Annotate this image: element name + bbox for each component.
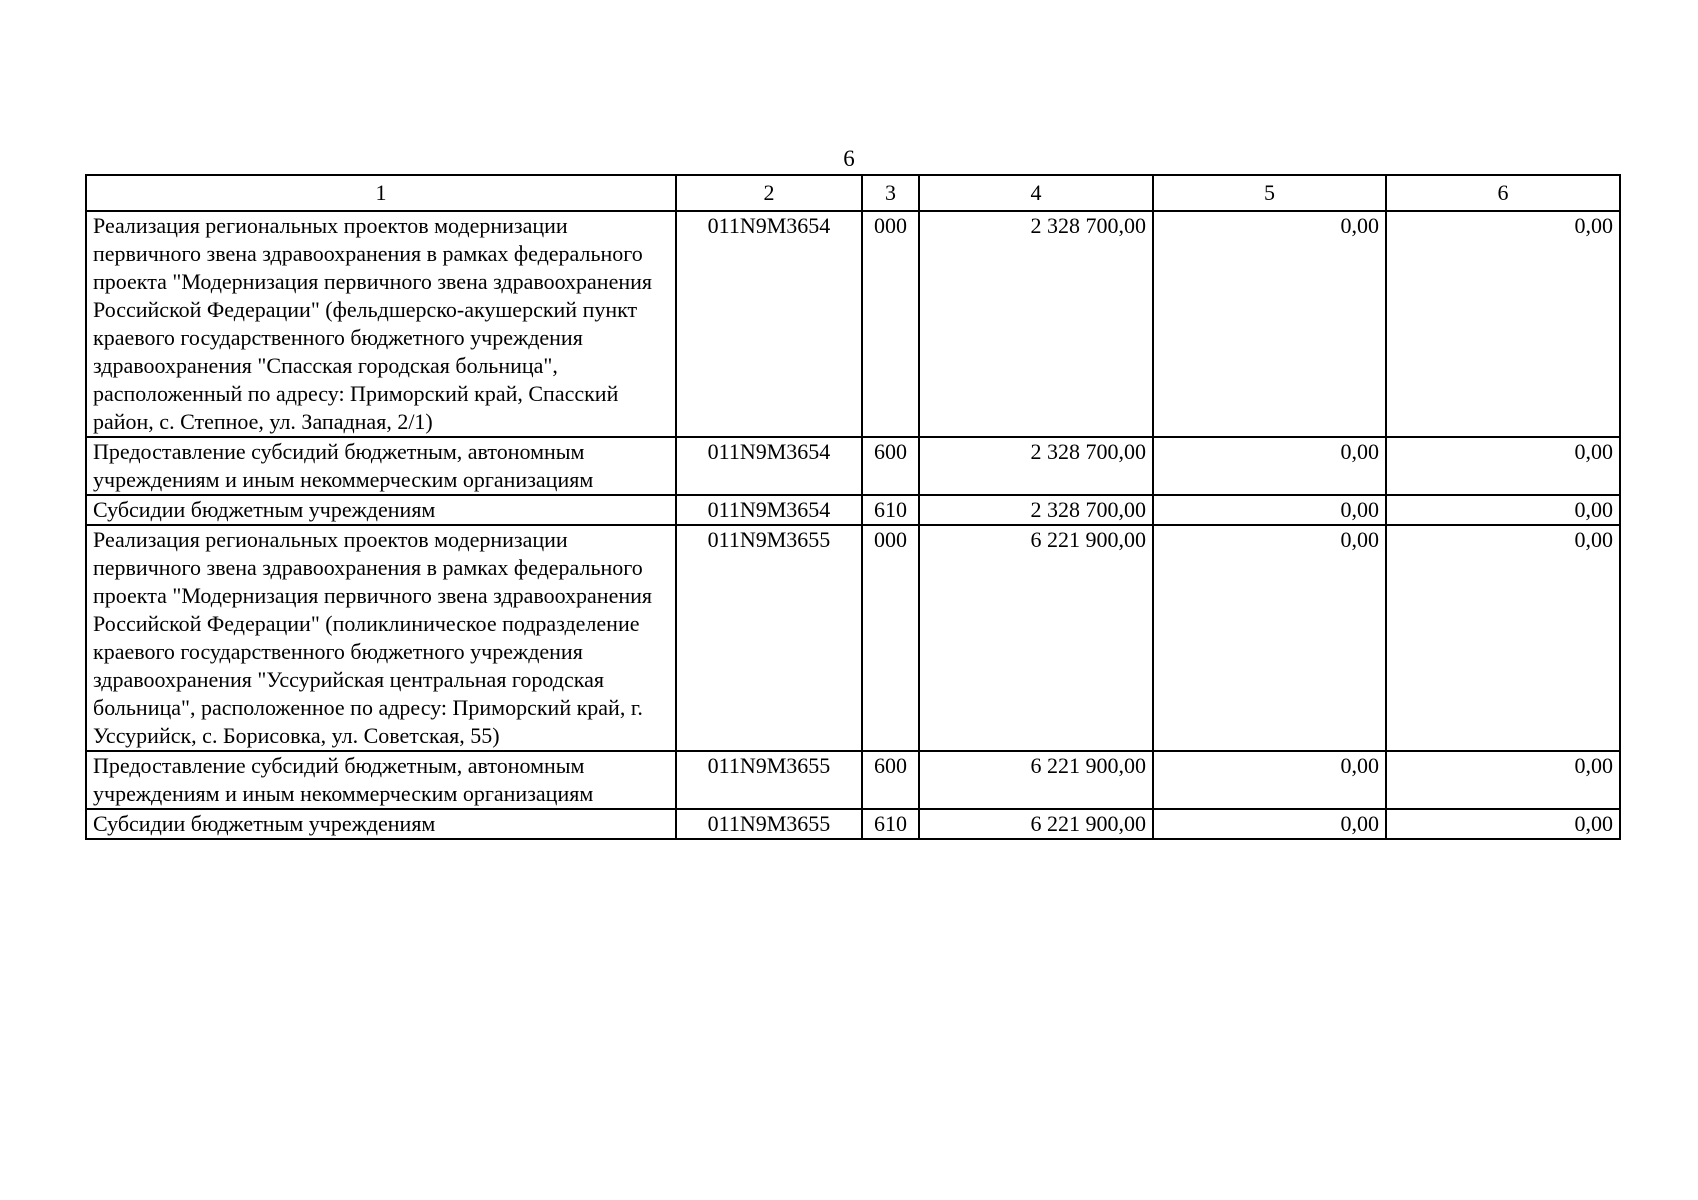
- row-target-code: 011N9M3655: [676, 809, 862, 839]
- table-row: [86, 495, 1620, 525]
- row-amount-2: 0,00: [1153, 495, 1386, 525]
- page-number: 6: [843, 146, 855, 171]
- header-col-3: 3: [862, 175, 919, 211]
- row-expense-type: 000: [862, 211, 919, 437]
- row-target-code: 011N9M3655: [676, 751, 862, 809]
- row-expense-type: 000: [862, 525, 919, 751]
- row-target-code: 011N9M3654: [676, 495, 862, 525]
- row-amount-2: 0,00: [1153, 751, 1386, 809]
- table-row: [86, 751, 1620, 809]
- row-amount-2: 0,00: [1153, 809, 1386, 839]
- header-col-1: 1: [86, 175, 676, 211]
- row-amount-1: 6 221 900,00: [919, 809, 1153, 839]
- row-amount-3: 0,00: [1386, 525, 1620, 751]
- row-amount-1: 2 328 700,00: [919, 211, 1153, 437]
- row-amount-1: 2 328 700,00: [919, 495, 1153, 525]
- row-name: Субсидии бюджетным учреждениям: [86, 495, 676, 525]
- row-target-code: 011N9M3654: [676, 211, 862, 437]
- row-target-code: 011N9M3654: [676, 437, 862, 495]
- row-amount-3: 0,00: [1386, 495, 1620, 525]
- row-amount-3: 0,00: [1386, 211, 1620, 437]
- row-expense-type: 600: [862, 437, 919, 495]
- row-amount-1: 6 221 900,00: [919, 751, 1153, 809]
- row-amount-3: 0,00: [1386, 809, 1620, 839]
- row-name: Реализация региональных проектов модернизации первичного звена здравоохранения в рамках федерального проекта "Модернизация первичного звена здравоохранения Российской Федерации" (фельдшерско-акушерский пункт краевого государственного бюджетного учреждения здравоохранения "Спасская городская больница", расположенный по адресу: Приморский край, Спасский район, с. Степное, ул. Западная, 2/1): [86, 211, 676, 437]
- header-col-6: 6: [1386, 175, 1620, 211]
- header-col-2: 2: [676, 175, 862, 211]
- row-expense-type: 610: [862, 495, 919, 525]
- budget-table: [85, 174, 1621, 840]
- row-amount-2: 0,00: [1153, 525, 1386, 751]
- row-amount-1: 2 328 700,00: [919, 437, 1153, 495]
- row-amount-3: 0,00: [1386, 437, 1620, 495]
- header-col-5: 5: [1153, 175, 1386, 211]
- table-row: [86, 525, 1620, 751]
- row-name: Предоставление субсидий бюджетным, автономным учреждениям и иным некоммерческим организациям: [86, 751, 676, 809]
- row-amount-1: 6 221 900,00: [919, 525, 1153, 751]
- table-row: [86, 437, 1620, 495]
- table-header-row: [86, 175, 1620, 211]
- row-name: Субсидии бюджетным учреждениям: [86, 809, 676, 839]
- row-amount-2: 0,00: [1153, 437, 1386, 495]
- table-row: [86, 809, 1620, 839]
- row-expense-type: 600: [862, 751, 919, 809]
- row-expense-type: 610: [862, 809, 919, 839]
- row-target-code: 011N9M3655: [676, 525, 862, 751]
- table-row: [86, 211, 1620, 437]
- row-name: Предоставление субсидий бюджетным, автономным учреждениям и иным некоммерческим организациям: [86, 437, 676, 495]
- row-amount-3: 0,00: [1386, 751, 1620, 809]
- row-name: Реализация региональных проектов модернизации первичного звена здравоохранения в рамках федерального проекта "Модернизация первичного звена здравоохранения Российской Федерации" (поликлиническое подразделение краевого государственного бюджетного учреждения здравоохранения "Уссурийская центральная городская больница", расположенное по адресу: Приморский край, г. Уссурийск, с. Борисовка, ул. Советская, 55): [86, 525, 676, 751]
- header-col-4: 4: [919, 175, 1153, 211]
- row-amount-2: 0,00: [1153, 211, 1386, 437]
